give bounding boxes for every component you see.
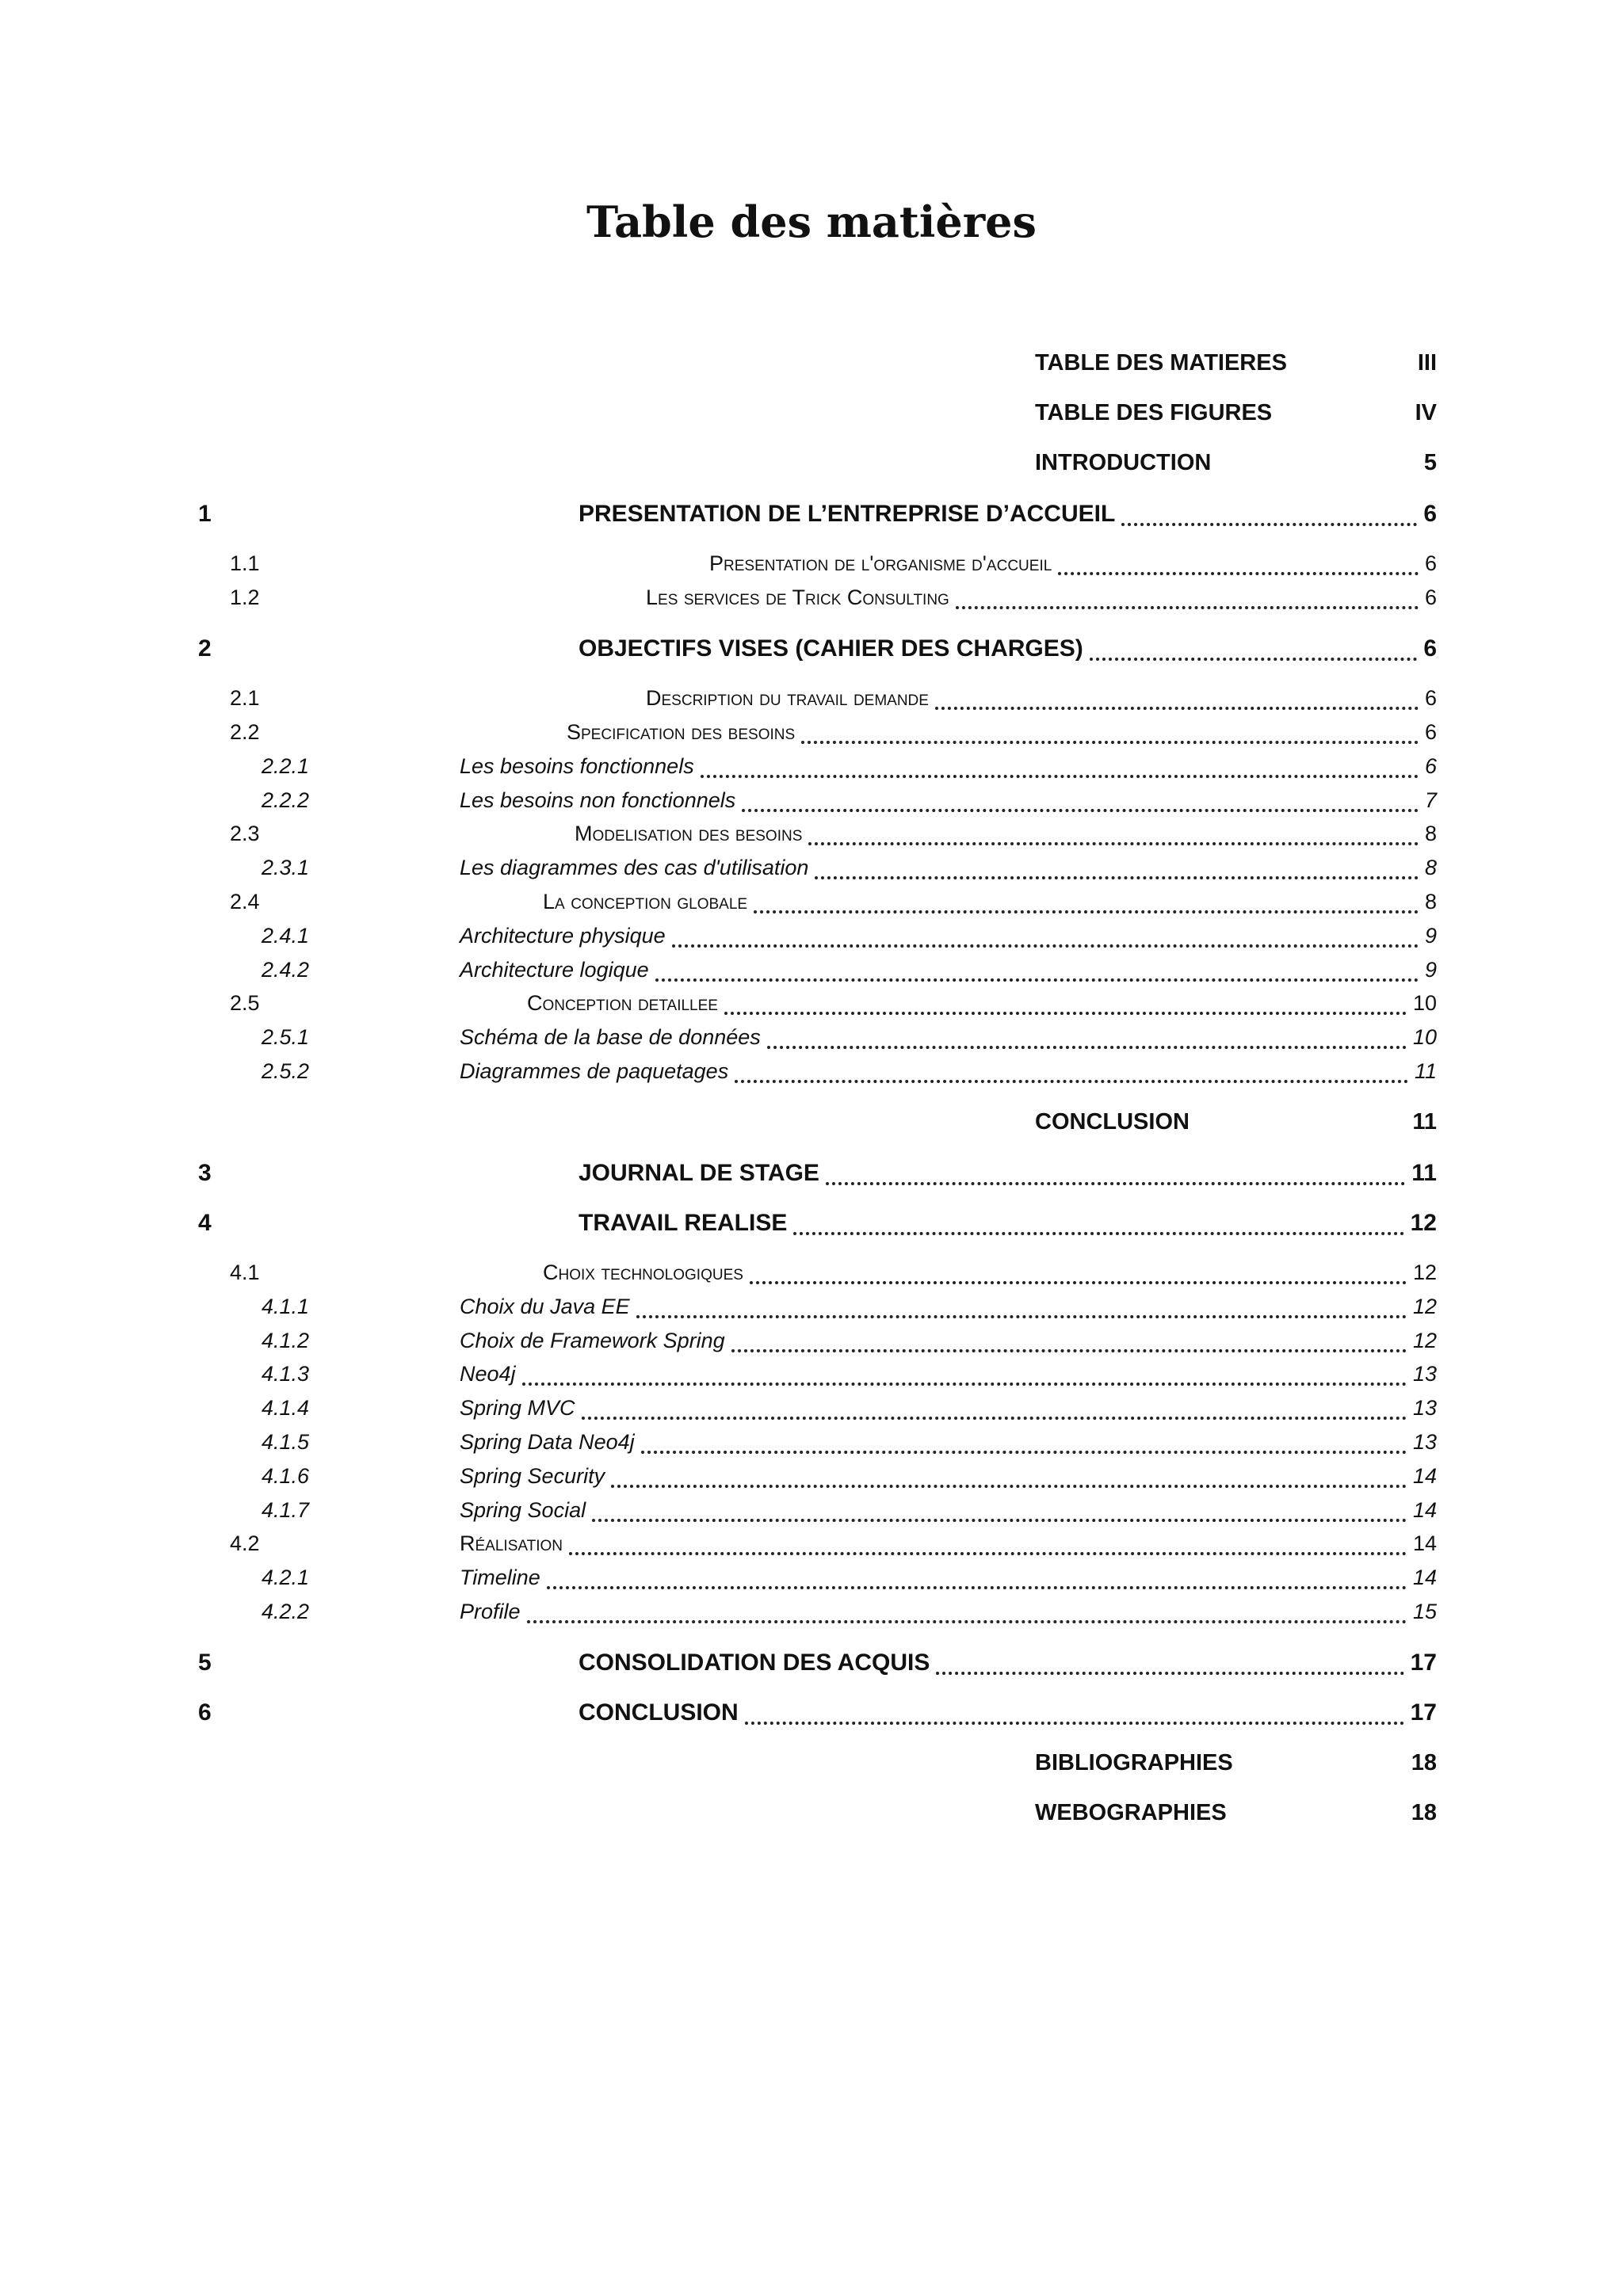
toc-entry-page: 12 — [1412, 1261, 1437, 1284]
dot-leader — [826, 1160, 1405, 1185]
dot-leader — [754, 890, 1419, 913]
toc-entry-page: 6 — [1424, 720, 1437, 744]
dot-leader — [582, 1396, 1407, 1420]
toc-entry-page: 13 — [1412, 1396, 1437, 1420]
toc-entry[interactable] — [198, 635, 1437, 670]
toc-entry-page: 12 — [1410, 1210, 1437, 1236]
toc-entry-title: Les besoins fonctionnels — [460, 754, 694, 778]
toc-entry[interactable] — [198, 1160, 1437, 1195]
toc-entry[interactable] — [198, 822, 1437, 856]
toc-entry-number: 2.5.2 — [262, 1059, 310, 1083]
toc-entry-number: 1.2 — [230, 585, 260, 609]
toc-entry-page: 8 — [1424, 890, 1437, 913]
dot-leader — [724, 991, 1407, 1015]
toc-entry-title: Architecture logique — [460, 958, 649, 982]
toc-entry-title: Profile — [460, 1600, 521, 1623]
toc-entry[interactable] — [198, 1464, 1437, 1499]
toc-entry[interactable] — [198, 1329, 1437, 1363]
toc-entry-title: Conception detaillee — [527, 991, 718, 1015]
toc-entry-title: CONCLUSION — [1035, 1109, 1190, 1135]
toc-entry[interactable] — [198, 991, 1437, 1026]
toc-entry-page: 6 — [1424, 585, 1437, 609]
toc-entry[interactable] — [198, 958, 1437, 993]
dot-leader — [592, 1498, 1407, 1522]
toc-entry-page: 8 — [1424, 822, 1437, 845]
toc-entry-title: Spring MVC — [460, 1396, 575, 1420]
toc-entry-page: 13 — [1412, 1362, 1437, 1386]
toc-entry-number: 4.1.7 — [262, 1498, 310, 1522]
toc-entry[interactable] — [198, 754, 1437, 789]
toc-entry-page: 6 — [1424, 686, 1437, 710]
toc-entry-page: 17 — [1410, 1699, 1437, 1726]
toc-entry-title: Specification des besoins — [567, 720, 796, 744]
dot-leader — [1090, 635, 1417, 661]
toc-entry-page: 14 — [1412, 1498, 1437, 1522]
toc-entry[interactable] — [198, 1059, 1437, 1094]
toc-entry-number: 4.2.2 — [262, 1600, 310, 1623]
dot-leader — [767, 1025, 1407, 1049]
dot-leader — [547, 1566, 1407, 1589]
dot-leader — [750, 1261, 1407, 1284]
toc-entry-number: 2.4.2 — [262, 958, 310, 982]
dot-leader — [956, 585, 1419, 609]
dot-leader — [611, 1464, 1407, 1488]
toc-entry-number: 5 — [198, 1650, 212, 1676]
toc-entry-title: TABLE DES FIGURES — [1035, 400, 1273, 425]
toc-entry-number: 2.2 — [230, 720, 260, 744]
toc-entry-title: Réalisation — [460, 1531, 563, 1555]
toc-entry[interactable] — [198, 585, 1437, 620]
toc-entry-number: 4.1.5 — [262, 1430, 310, 1454]
dot-leader — [569, 1531, 1407, 1555]
toc-entry-title: TABLE DES MATIERES — [1035, 350, 1287, 376]
toc-entry[interactable] — [198, 450, 1437, 485]
toc-entry-page: 10 — [1412, 991, 1437, 1015]
toc-entry-title: Architecture physique — [460, 924, 666, 948]
toc-entry[interactable] — [198, 1566, 1437, 1600]
dot-leader — [793, 1210, 1404, 1235]
toc-entry[interactable] — [198, 856, 1437, 891]
dot-leader — [801, 720, 1419, 744]
toc-entry-number: 4.1.4 — [262, 1396, 310, 1420]
toc-entry-number: 2.3 — [230, 822, 260, 845]
toc-entry-page: 13 — [1412, 1430, 1437, 1454]
toc-entry-title: PRESENTATION DE L’ENTREPRISE D’ACCUEIL — [579, 501, 1116, 527]
toc-entry-title: Spring Data Neo4j — [460, 1430, 635, 1454]
toc-entry[interactable] — [198, 350, 1437, 385]
toc-entry-title: Spring Security — [460, 1464, 605, 1488]
toc-entry-number: 4.1.1 — [262, 1295, 310, 1318]
toc-entry[interactable] — [198, 1396, 1437, 1431]
toc-entry-page: 18 — [1411, 1800, 1437, 1825]
toc-entry-page: 17 — [1410, 1650, 1437, 1676]
dot-leader — [935, 686, 1419, 710]
toc-entry-title: Les diagrammes des cas d'utilisation — [460, 856, 809, 879]
toc-entry[interactable] — [198, 1531, 1437, 1566]
toc-entry-title: Spring Social — [460, 1498, 586, 1522]
toc-entry[interactable] — [198, 788, 1437, 823]
toc-entry-page: 11 — [1412, 1109, 1437, 1135]
toc-entry[interactable] — [198, 686, 1437, 721]
toc-entry[interactable] — [198, 1210, 1437, 1245]
toc-entry-title: Choix technologiques — [543, 1261, 743, 1284]
toc-entry-title: La conception globale — [543, 890, 748, 913]
toc-entry-number: 1.1 — [230, 551, 260, 575]
toc-entry-number: 4.2.1 — [262, 1566, 310, 1589]
toc-entry[interactable] — [198, 1650, 1437, 1684]
toc-entry-number: 1 — [198, 501, 212, 527]
toc-entry-title: Timeline — [460, 1566, 540, 1589]
toc-entry-number: 2.5 — [230, 991, 260, 1015]
toc-entry[interactable] — [198, 1750, 1437, 1785]
dot-leader — [1121, 501, 1417, 526]
toc-entry-page: III — [1417, 350, 1437, 376]
toc-entry-page: 6 — [1424, 754, 1437, 778]
toc-entry-title: INTRODUCTION — [1035, 450, 1212, 475]
dot-leader — [815, 856, 1419, 879]
dot-leader — [522, 1362, 1407, 1386]
toc-entry-number: 4 — [198, 1210, 212, 1236]
toc-entry-title: Schéma de la base de données — [460, 1025, 761, 1049]
toc-entry-page: 11 — [1411, 1160, 1437, 1186]
toc-entry[interactable] — [198, 551, 1437, 586]
toc-entry-page: 6 — [1423, 501, 1437, 527]
toc-entry-title: Choix du Java EE — [460, 1295, 630, 1318]
dot-leader — [808, 822, 1419, 845]
toc-entry-page: 6 — [1423, 635, 1437, 662]
toc-entry-title: Les services de Trick Consulting — [646, 585, 949, 609]
toc-entry-number: 4.2 — [230, 1531, 260, 1555]
toc-entry-title: TRAVAIL REALISE — [579, 1210, 788, 1236]
toc-entry[interactable] — [198, 501, 1437, 536]
dot-leader — [672, 924, 1419, 948]
toc-entry[interactable] — [198, 1362, 1437, 1397]
toc-entry-number: 2.4.1 — [262, 924, 310, 948]
toc-entry-number: 4.1.6 — [262, 1464, 310, 1488]
dot-leader — [936, 1650, 1404, 1675]
toc-entry-page: 14 — [1412, 1531, 1437, 1555]
toc-entry-page: 6 — [1424, 551, 1437, 575]
toc-entry[interactable] — [198, 1261, 1437, 1295]
toc-entry-title: CONSOLIDATION DES ACQUIS — [579, 1650, 930, 1676]
dot-leader — [527, 1600, 1407, 1623]
toc-entry-title: Choix de Framework Spring — [460, 1329, 725, 1352]
toc-entry-page: 11 — [1414, 1059, 1437, 1083]
toc-entry-title: Description du travail demande — [646, 686, 929, 710]
dot-leader — [742, 788, 1419, 812]
toc-entry[interactable] — [198, 400, 1437, 435]
toc-entry-page: IV — [1415, 400, 1437, 425]
toc-entry-title: OBJECTIFS VISES (CAHIER DES CHARGES) — [579, 635, 1083, 662]
toc-entry[interactable] — [198, 1430, 1437, 1465]
toc-entry[interactable] — [198, 1109, 1437, 1144]
toc-entry[interactable] — [198, 890, 1437, 925]
toc-entry-number: 6 — [198, 1699, 212, 1726]
toc-entry-number: 4.1.3 — [262, 1362, 310, 1386]
toc-entry-number: 2.2.1 — [262, 754, 310, 778]
dot-leader — [655, 958, 1419, 982]
toc-entry-number: 2 — [198, 635, 212, 662]
dot-leader — [745, 1699, 1404, 1725]
toc-entry[interactable] — [198, 1600, 1437, 1634]
toc-entry-page: 7 — [1424, 788, 1437, 812]
toc-entry-number: 2.4 — [230, 890, 260, 913]
toc-entry-page: 12 — [1412, 1295, 1437, 1318]
toc-entry-page: 12 — [1412, 1329, 1437, 1352]
toc-entry[interactable] — [198, 924, 1437, 959]
toc-entry-page: 18 — [1411, 1750, 1437, 1775]
dot-leader — [701, 754, 1419, 778]
toc-entry[interactable] — [198, 1699, 1437, 1734]
dot-leader — [641, 1430, 1407, 1454]
toc-entry-page: 14 — [1412, 1464, 1437, 1488]
toc-entry-number: 2.2.2 — [262, 788, 310, 812]
toc-entry-number: 4.1 — [230, 1261, 260, 1284]
toc-entry[interactable] — [198, 720, 1437, 755]
toc-entry-page: 10 — [1412, 1025, 1437, 1049]
dot-leader — [636, 1295, 1407, 1318]
toc-entry-title: BIBLIOGRAPHIES — [1035, 1750, 1233, 1775]
toc-entry[interactable] — [198, 1295, 1437, 1329]
toc-entry-number: 2.5.1 — [262, 1025, 310, 1049]
toc-entry-title: Diagrammes de paquetages — [460, 1059, 729, 1083]
toc-entry-title: CONCLUSION — [579, 1699, 739, 1726]
toc-entry-title: Les besoins non fonctionnels — [460, 788, 736, 812]
toc-entry-page: 9 — [1424, 924, 1437, 948]
toc-entry-page: 5 — [1423, 450, 1437, 475]
toc-entry-number: 2.3.1 — [262, 856, 310, 879]
toc-entry-number: 4.1.2 — [262, 1329, 310, 1352]
toc-entry[interactable] — [198, 1025, 1437, 1060]
toc-entry-page: 14 — [1412, 1566, 1437, 1589]
toc-entry-title: JOURNAL DE STAGE — [579, 1160, 819, 1186]
page-title: Table des matières — [586, 196, 1037, 247]
toc-entry-page: 9 — [1424, 958, 1437, 982]
toc-entry-title: WEBOGRAPHIES — [1035, 1800, 1227, 1825]
dot-leader — [731, 1329, 1407, 1352]
dot-leader — [1058, 551, 1419, 575]
toc-entry-page: 8 — [1424, 856, 1437, 879]
toc-entry-number: 3 — [198, 1160, 212, 1186]
toc-entry-title: Neo4j — [460, 1362, 516, 1386]
toc-entry-number: 2.1 — [230, 686, 260, 710]
toc-entry-title: Presentation de l'organisme d'accueil — [709, 551, 1052, 575]
dot-leader — [735, 1059, 1408, 1083]
toc-entry[interactable] — [198, 1498, 1437, 1533]
toc-entry[interactable] — [198, 1800, 1437, 1835]
toc-entry-title: Modelisation des besoins — [575, 822, 803, 845]
toc-entry-page: 15 — [1412, 1600, 1437, 1623]
